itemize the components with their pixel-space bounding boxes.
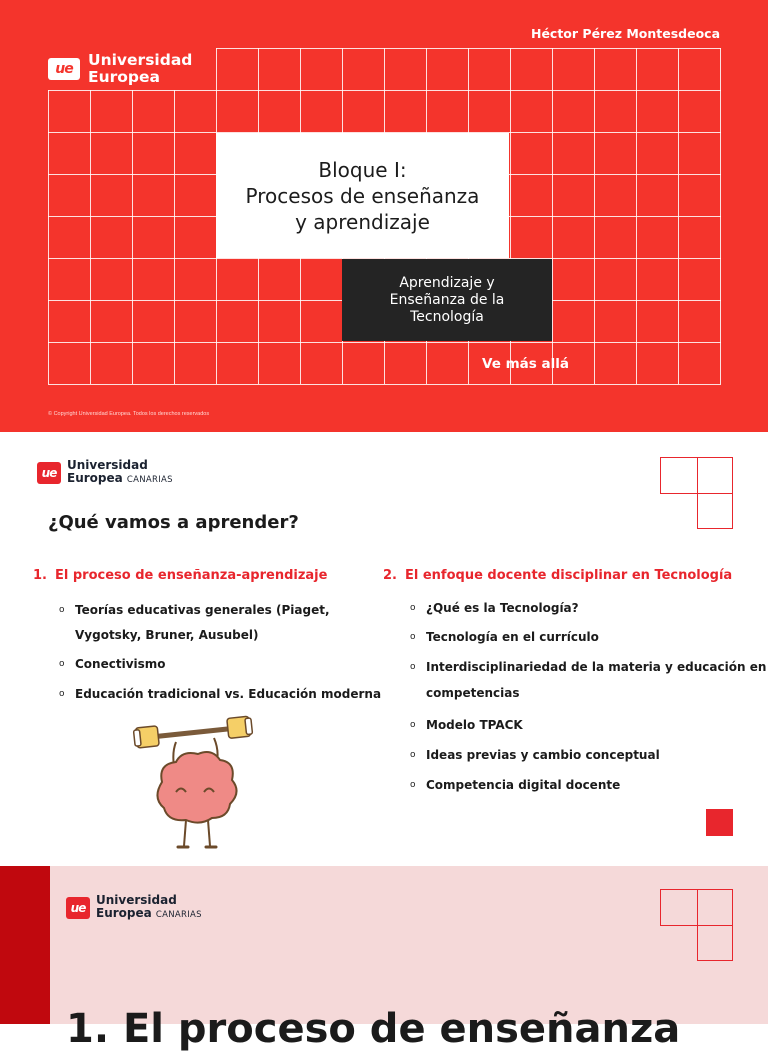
list-item-continued: competencias [426,686,520,700]
logo-line1: Universidad [88,51,193,69]
logo-line2: Europea [88,68,160,86]
subtitle-line-2: Enseñanza de la [389,291,505,308]
list-item: o Interdisciplinariedad de la materia y educación en [410,660,767,674]
grid-line [48,90,721,91]
logo-line1: Universidad [67,458,148,472]
side-bar [0,866,50,1024]
section-slide [0,866,768,1052]
ue-logo-icon: ue [66,897,90,919]
decorative-square [697,493,733,529]
grid-line [48,384,721,385]
logo-region: CANARIAS [155,910,202,920]
logo-line2: Europea [96,906,152,920]
list-item: o ¿Qué es la Tecnología? [410,601,579,615]
subtitle-box [342,259,552,341]
list-item-continued: Vygotsky, Bruner, Ausubel) [75,628,259,642]
logo-region: CANARIAS [126,475,173,485]
subtitle-line-1: Aprendizaje y [399,274,495,291]
section-heading: 1. El proceso de enseñanza [66,1006,681,1052]
author-name: Héctor Pérez Montesdeoca [530,26,720,41]
list-item: o Tecnología en el currículo [410,630,599,644]
agenda-slide [0,432,768,866]
list-item: o Teorías educativas generales (Piaget, [59,603,330,617]
copyright-notice: © Copyright Universidad Europea. Todos los derechos reservados [48,411,210,417]
subtitle-line-3: Tecnología [410,308,484,325]
decorative-square [660,457,698,494]
university-logo [48,48,216,90]
section-1-title: 1. El proceso de enseñanza-aprendizaje [33,568,328,583]
title-line-2: Procesos de enseñanza [245,183,480,208]
list-item: o Educación tradicional vs. Educación moderna [59,687,382,701]
list-item: o Conectivismo [59,657,166,671]
logo-line1: Universidad [96,893,177,907]
decorative-square [697,889,733,926]
title-box [216,133,509,258]
title-line-1: Bloque I: [318,157,407,182]
ue-logo-icon: ue [48,58,80,80]
logo-line2: Europea [67,471,123,485]
list-item: o Ideas previas y cambio conceptual [410,748,660,762]
agenda-heading: ¿Qué vamos a aprender? [48,512,299,533]
decorative-square [660,889,698,926]
accent-square [706,809,733,836]
list-item: o Competencia digital docente [410,778,621,792]
section-2-title: 2. El enfoque docente disciplinar en Tecnología [383,568,733,583]
title-line-3: y aprendizaje [295,209,430,234]
tagline: Ve más allá [482,356,569,372]
grid-line [48,342,721,343]
ue-logo-icon: ue [37,462,61,484]
decorative-square [697,925,733,961]
list-item: o Modelo TPACK [410,718,523,732]
title-slide [0,0,768,432]
brain-weightlifting-illustration [128,722,258,862]
university-logo [37,459,173,487]
university-logo [66,894,202,922]
decorative-square [697,457,733,494]
